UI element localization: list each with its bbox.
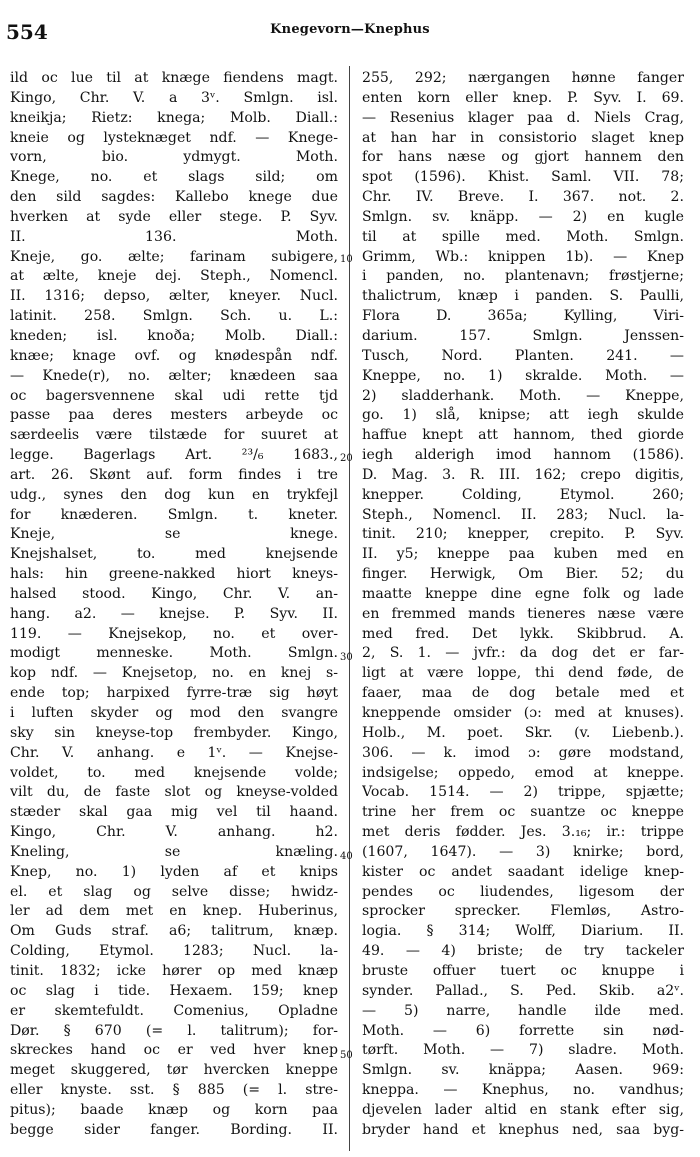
column-divider [349, 66, 350, 1151]
text-line: kneie og lysteknæget ndf. — Knege- [10, 129, 338, 146]
text-line: Smlgn. sv. knäppa; Aasen. 969: [362, 1062, 684, 1079]
text-line: sky sin kneyse-top frembyder. Kingo, [10, 724, 338, 741]
text-line: tinit. 210; knepper, crepito. P. Syv. [362, 526, 684, 543]
text-line: begge sider fanger. Bording. II. [10, 1121, 338, 1138]
text-line: Smlgn. sv. knäpp. — 2) en kugle [362, 208, 684, 225]
text-line: bryder hand et knephus ned, saa byg- [362, 1121, 684, 1138]
text-line: met deris fødder. Jes. 3.₁₆; ir.: trippe [362, 824, 684, 841]
text-line: tinit. 1832; icke hører op med knæp [10, 962, 338, 979]
text-line: eller knyste. sst. § 885 (= l. stre- [10, 1082, 338, 1099]
left-column [10, 69, 338, 1141]
text-line: go. 1) slå, knipse; att iegh skulde [362, 407, 684, 424]
text-line: sprocker sprecker. Flemløs, Astro- [362, 903, 684, 920]
text-line: Grimm, Wb.: knippen 1b). — Knep [362, 248, 684, 265]
text-line: Kneppe, no. 1) skralde. Moth. — [362, 367, 684, 384]
page-number: 554 [6, 20, 48, 44]
text-line: i panden, no. plantenavn; frøstjerne; [362, 268, 684, 285]
text-line: Kneje, se knege. [10, 526, 338, 543]
text-line: halsed stood. Kingo, Chr. V. an- [10, 585, 338, 602]
text-line: kneppende omsider (ɔ: med at knuses). [362, 705, 684, 721]
text-line: djevelen lader altid en stank efter sig, [362, 1101, 684, 1118]
text-line: Kingo, Chr. V. anhang. h2. [10, 824, 338, 841]
text-line: legge. Bagerlags Art. ²³/₆ 1683., [10, 447, 338, 464]
text-line: at han har in consistorio slaget knep [362, 129, 684, 146]
text-line: skreckes hand oc er ved hver knep [10, 1042, 338, 1059]
text-line: 306. — k. imod ɔ: gøre modstand, [362, 744, 684, 761]
text-line: ler ad dem met en knep. Huberinus, [10, 903, 338, 920]
text-line: haffue knept att hannom, thed giorde [362, 427, 684, 444]
text-line: Dør. § 670 (= l. talitrum); for- [10, 1022, 338, 1039]
text-line: med fred. Det lykk. Skibbrud. A. [362, 625, 684, 642]
text-line: Kingo, Chr. V. a 3ᵛ. Smlgn. isl. [10, 89, 338, 106]
text-line: 2, S. 1. — jvfr.: da dog det er far- [362, 645, 684, 662]
text-line: II. y5; kneppe paa kuben med en [362, 546, 684, 563]
text-line: Vocab. 1514. — 2) trippe, spjætte; [362, 784, 684, 801]
text-line: udg., synes den dog kun en trykfejl [10, 486, 338, 503]
text-line: er skemtefuldt. Comenius, Opladne [10, 1002, 338, 1019]
text-line: Knejshalset, to. med knejsende [10, 546, 338, 563]
text-line: 49. — 4) briste; de try tackeler [362, 943, 684, 960]
text-line: kister oc andet saadant idelige knep- [362, 863, 684, 880]
text-line: pendes oc liudendes, ligesom der [362, 883, 684, 900]
text-line: til at spille med. Moth. Smlgn. [362, 228, 684, 245]
text-line: Steph., Nomencl. II. 283; Nucl. la- [362, 506, 684, 523]
line-number: 10 [340, 254, 353, 265]
text-line: latinit. 258. Smlgn. Sch. u. L.: [10, 308, 338, 325]
text-line: iegh alderigh imod hannom (1586). [362, 447, 684, 464]
line-number: 30 [340, 652, 353, 663]
text-line: hverken at syde eller stege. P. Syv. [10, 208, 338, 225]
text-line: faaer, maa de dog betale med et [362, 685, 684, 702]
text-line: 119. — Knejsekop, no. et over- [10, 625, 338, 642]
text-line: Tusch, Nord. Planten. 241. — [362, 347, 684, 364]
right-column [362, 69, 684, 1141]
text-line: særdeelis være tilstæde for suuret at [10, 427, 338, 444]
text-line: Knege, no. et slags sild; om [10, 169, 338, 186]
text-line: Om Guds straf. a6; talitrum, knæp. [10, 923, 338, 940]
text-line: meget skuggered, tør hvercken kneppe [10, 1062, 338, 1079]
text-line: Moth. — 6) forrette sin nød- [362, 1022, 684, 1039]
text-line: indsigelse; oppedo, emod at kneppe. [362, 764, 684, 781]
text-line: knepper. Colding, Etymol. 260; [362, 486, 684, 503]
text-line: for knæderen. Smlgn. t. kneter. [10, 506, 338, 523]
text-line: Chr. IV. Breve. I. 367. not. 2. [362, 189, 684, 206]
text-line: Knep, no. 1) lyden af et knips [10, 863, 338, 880]
text-line: II. 1316; depso, ælter, kneyer. Nucl. [10, 288, 338, 305]
text-line: en fremmed mands tieneres næse være [362, 605, 684, 622]
text-line: synder. Pallad., S. Ped. Skib. a2ᵛ. [362, 982, 684, 999]
text-line: hals: hin greene-nakked hiort kneys- [10, 566, 338, 583]
text-line: tørft. Moth. — 7) sladre. Moth. [362, 1042, 684, 1059]
text-line: thalictrum, knæp i panden. S. Paulli, [362, 288, 684, 305]
text-line: — 5) narre, handle ilde med. [362, 1002, 684, 1019]
text-line: maatte kneppe dine egne folk og lade [362, 585, 684, 602]
text-line: vorn, bio. ydmygt. Moth. [10, 149, 338, 166]
text-line: den sild sagdes: Kallebo knege due [10, 189, 338, 206]
text-line: kneikja; Rietz: knega; Molb. Diall.: [10, 109, 338, 126]
text-line: darium. 157. Smlgn. Jenssen- [362, 327, 684, 344]
text-line: trine her frem oc suantze oc kneppe [362, 804, 684, 821]
text-line: II. 136. Moth. [10, 228, 338, 245]
text-line: Kneje, go. ælte; farinam subigere, [10, 248, 338, 265]
text-line: Flora D. 365a; Kylling, Viri- [362, 308, 684, 325]
text-line: Chr. V. anhang. e 1ᵛ. — Knejse- [10, 744, 338, 761]
text-line: 255, 292; nærgangen hønne fanger [362, 70, 684, 86]
text-line: ende top; harpixed fyrre-træ sig høyt [10, 685, 338, 702]
text-line: kop ndf. — Knejsetop, no. en knej s- [10, 665, 338, 682]
text-line: enten korn eller knep. P. Syv. I. 69. [362, 89, 684, 106]
text-line: ligt at være loppe, thi dend føde, de [362, 665, 684, 682]
text-line: D. Mag. 3. R. III. 162; crepo digitis, [362, 466, 684, 483]
text-line: kneppa. — Knephus, no. vandhus; [362, 1082, 684, 1099]
line-number: 40 [340, 851, 353, 862]
line-number: 20 [340, 453, 353, 464]
text-line: oc slag i tide. Hexaem. 159; knep [10, 982, 338, 999]
text-line: logia. § 314; Wolff, Diarium. II. [362, 923, 684, 940]
text-line: Holb., M. poet. Skr. (v. Liebenb.). [362, 724, 684, 741]
text-line: i luften skyder og mod den svangre [10, 705, 338, 721]
text-line: at ælte, kneje dej. Steph., Nomencl. [10, 268, 338, 285]
text-line: 2) sladderhank. Moth. — Kneppe, [362, 387, 684, 404]
text-line: — Knede(r), no. ælter; knædeen saa [10, 367, 338, 384]
text-line: Colding, Etymol. 1283; Nucl. la- [10, 943, 338, 960]
text-line: art. 26. Skønt auf. form findes i tre [10, 466, 338, 483]
text-line: stæder skal gaa mig vel til haand. [10, 804, 338, 821]
text-line: spot (1596). Khist. Saml. VII. 78; [362, 169, 684, 186]
text-line: modigt menneske. Moth. Smlgn. [10, 645, 338, 662]
text-line: knæe; knage ovf. og knødespån ndf. [10, 347, 338, 364]
text-line: oc bagersvennene skal udi rette tjd [10, 387, 338, 404]
text-line: for hans næse og gjort hannem den [362, 149, 684, 166]
line-number: 50 [340, 1050, 353, 1061]
running-head: Knegevorn—Knephus [270, 22, 430, 37]
text-line: el. et slag og selve disse; hwidz- [10, 883, 338, 900]
text-line: kneden; isl. knoða; Molb. Diall.: [10, 327, 338, 344]
text-line: bruste offuer tuert oc knuppe i [362, 962, 684, 979]
text-line: — Resenius klager paa d. Niels Crag, [362, 109, 684, 126]
text-line: finger. Herwigk, Om Bier. 52; du [362, 566, 684, 583]
text-line: voldet, to. med knejsende volde; [10, 764, 338, 781]
text-line: hang. a2. — knejse. P. Syv. II. [10, 605, 338, 622]
text-line: pitus); baade knæp og korn paa [10, 1101, 338, 1118]
text-line: vilt du, de faste slot og kneyse-volded [10, 784, 338, 801]
text-line: (1607, 1647). — 3) knirke; bord, [362, 843, 684, 860]
text-line: passe paa deres mesters arbeyde oc [10, 407, 338, 424]
text-line: Kneling, se knæling. [10, 843, 338, 860]
text-line: ild oc lue til at knæge fiendens magt. [10, 70, 338, 86]
